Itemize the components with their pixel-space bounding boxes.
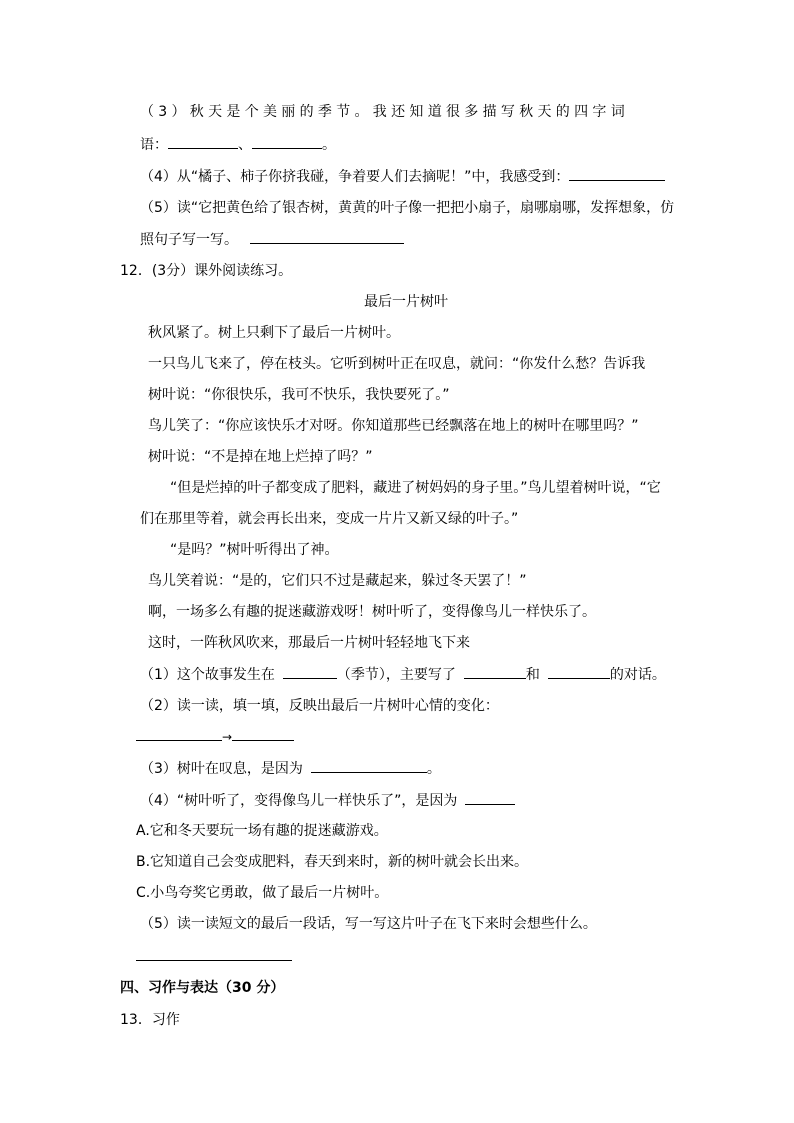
answer-blank[interactable]: [464, 664, 526, 679]
answer-blank[interactable]: [548, 664, 610, 679]
story-paragraph: “是吗？”树叶听得出了神。: [170, 542, 339, 558]
passage-title: 最后一片树叶: [364, 294, 448, 310]
subq-4-text: （4）“树叶听了，变得像鸟儿一样快乐了”，是因为: [140, 793, 458, 809]
subq-5-blank-row: [136, 946, 292, 967]
subq-2: （2）读一读，填一填，反映出最后一片树叶心情的变化：: [140, 698, 499, 714]
option-a[interactable]: A.它和冬天要玩一场有趣的捉迷藏游戏。: [136, 823, 388, 839]
option-b[interactable]: B.它知道自己会变成肥料，春天到来时，新的树叶就会长出来。: [136, 854, 529, 870]
subq-3: [140, 758, 441, 779]
q11-part3-line2: [140, 134, 336, 155]
answer-blank[interactable]: [569, 166, 665, 181]
story-paragraph: 啊，一场多么有趣的捉迷藏游戏呀！树叶听了，变得像鸟儿一样快乐了。: [148, 604, 596, 620]
subq-2-blanks: [136, 726, 294, 747]
q11-part4-text: （4）从“橘子、柿子你挤我碰，争着要人们去摘呢！”中，我感受到：: [140, 169, 570, 185]
q11-part5-line2: [140, 229, 404, 250]
story-paragraph: 树叶说：“你很快乐，我可不快乐，我快要死了。”: [148, 387, 450, 403]
story-paragraph: “但是烂掉的叶子都变成了肥料，藏进了树妈妈的身子里。”鸟儿望着树叶说，“它: [170, 480, 661, 496]
story-paragraph: 鸟儿笑了：“你应该快乐才对呀。你知道那些已经飘落在地上的树叶在哪里吗？”: [148, 418, 639, 434]
subq-1-text: （1）这个故事发生在: [140, 667, 275, 683]
q11-part3-sep: 、: [238, 137, 252, 153]
q11-part3-prefix: 语：: [140, 137, 168, 153]
q13-header: 13．习作: [120, 1012, 180, 1028]
q11-part3-line1: （3）秋天是个美丽的季节。我还知道很多描写秋天的四字词: [140, 104, 630, 120]
answer-blank[interactable]: [136, 946, 292, 961]
q11-part5-line1: （5）读“它把黄色给了银杏树，黄黄的叶子像一把把小扇子，扇哪扇哪，发挥想象，仿: [140, 200, 675, 216]
answer-blank[interactable]: [250, 229, 404, 244]
answer-blank[interactable]: [252, 134, 322, 149]
subq-5: （5）读一读短文的最后一段话，写一写这片叶子在飞下来时会想些什么。: [140, 916, 597, 932]
arrow-right-icon: →: [222, 730, 233, 744]
q11-part3-end: 。: [322, 137, 336, 153]
subq-1-text: 和: [525, 667, 540, 683]
story-paragraph: 一只鸟儿飞来了，停在枝头。它听到树叶正在叹息，就问：“你发什么愁？告诉我: [148, 356, 646, 372]
story-paragraph: 这时，一阵秋风吹来，那最后一片树叶轻轻地飞下来: [148, 635, 470, 651]
answer-blank[interactable]: [136, 726, 222, 741]
section-4-header: 四、习作与表达（30 分）: [120, 980, 285, 996]
answer-blank[interactable]: [465, 790, 515, 805]
answer-blank[interactable]: [311, 758, 427, 773]
q12-header: 12．(3分）课外阅读练习。: [120, 263, 293, 279]
option-c[interactable]: C.小鸟夸奖它勇敢，做了最后一片树叶。: [136, 885, 389, 901]
story-paragraph: 们在那里等着，就会再长出来，变成一片片又新又绿的叶子。”: [140, 511, 519, 527]
answer-blank[interactable]: [283, 664, 337, 679]
answer-blank[interactable]: [232, 726, 294, 741]
subq-1-text: （季节），主要写了: [336, 667, 456, 683]
subq-4: [140, 790, 515, 811]
subq-3-text: （3）树叶在叹息，是因为: [140, 761, 303, 777]
story-paragraph: 秋风紧了。树上只剩下了最后一片树叶。: [148, 325, 400, 341]
subq-1: [140, 664, 666, 685]
q11-part5-text: 照句子写一写。: [140, 232, 238, 248]
story-paragraph: 树叶说：“不是掉在地上烂掉了吗？”: [148, 449, 373, 465]
answer-blank[interactable]: [168, 134, 238, 149]
subq-1-text: 的对话。: [609, 667, 666, 683]
q11-part4: [140, 166, 665, 187]
subq-3-text: 。: [426, 761, 441, 777]
story-paragraph: 鸟儿笑着说：“是的，它们只不过是藏起来，躲过冬天罢了！”: [148, 573, 527, 589]
